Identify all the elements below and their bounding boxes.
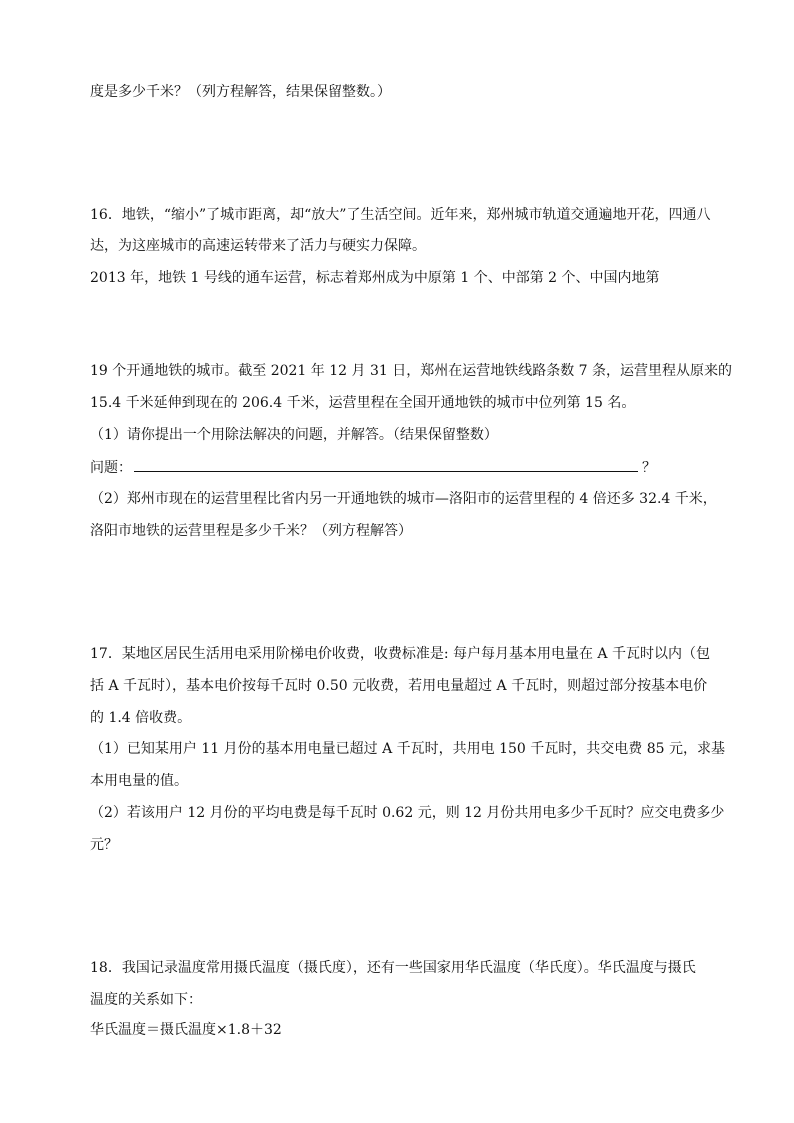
- q18-text-line-1: 18．我国记录温度常用摄氏温度（摄氏度），还有一些国家用华氏温度（华氏度）。华氏温度与摄氏: [90, 960, 696, 976]
- q17-part2-line-1: （2）若该用户 12 月份的平均电费是每千瓦时 0.62 元，则 12 月份共用电多少千瓦时？应交电费多少: [90, 805, 725, 821]
- q16-question-row: [90, 457, 656, 478]
- q16-text-line-2: 达，为这座城市的高速运转带来了活力与硬实力保障。: [90, 238, 426, 254]
- q17-text-line-3: 的 1.4 倍收费。: [90, 710, 192, 726]
- q18-text-line-2: 温度的关系如下：: [90, 992, 202, 1008]
- q17-part1-line-1: （1）已知某用户 11 月份的基本用电量已超过 A 千瓦时，共用电 150 千瓦时，共交电费 85 元，求基: [90, 741, 725, 757]
- q17-part1-line-2: 本用电量的值。: [90, 773, 188, 789]
- text-line-tail-question: 度是多少千米？（列方程解答，结果保留整数。）: [90, 84, 391, 100]
- q17-text-line-1: 17．某地区居民生活用电采用阶梯电价收费，收费标准是: 每户每月基本用电量在 A 千瓦时以内（包: [90, 646, 710, 662]
- q16-question-label: 问题：: [90, 460, 132, 476]
- q16-part2-line-2: 洛阳市地铁的运营里程是多少千米？（列方程解答）: [90, 523, 412, 539]
- q18-formula: 华氏温度＝摄氏温度×1.8＋32: [90, 1022, 282, 1038]
- q16-part1: （1）请你提出一个用除法解决的问题，并解答。（结果保留整数）: [90, 427, 498, 443]
- q16-text-line-4: 19 个开通地铁的城市。截至 2021 年 12 月 31 日，郑州在运营地铁线路条数 7 条，运营里程从原来的: [90, 363, 733, 379]
- q16-text-line-1: 16．地铁，“缩小”了城市距离，却“放大”了生活空间。近年来，郑州城市轨道交通遍地开花，四通八: [90, 207, 711, 223]
- q16-answer-blank[interactable]: [134, 457, 638, 472]
- q17-part2-line-2: 元？: [90, 837, 118, 853]
- q16-question-mark: ？: [642, 460, 656, 476]
- q16-part2-line-1: （2）郑州市现在的运营里程比省内另一开通地铁的城市—洛阳市的运营里程的 4 倍还多 32.4 千米，: [90, 491, 717, 507]
- q16-text-line-5: 15.4 千米延伸到现在的 206.4 千米，运营里程在全国开通地铁的城市中位列第 15 名。: [90, 395, 636, 411]
- q17-text-line-2: 括 A 千瓦时），基本电价按每千瓦时 0.50 元收费，若用电量超过 A 千瓦时，则超过部分按基本电价: [90, 678, 708, 694]
- q16-text-line-3: 2013 年，地铁 1 号线的通车运营，标志着郑州成为中原第 1 个、中部第 2 个、中国内地第: [90, 270, 660, 286]
